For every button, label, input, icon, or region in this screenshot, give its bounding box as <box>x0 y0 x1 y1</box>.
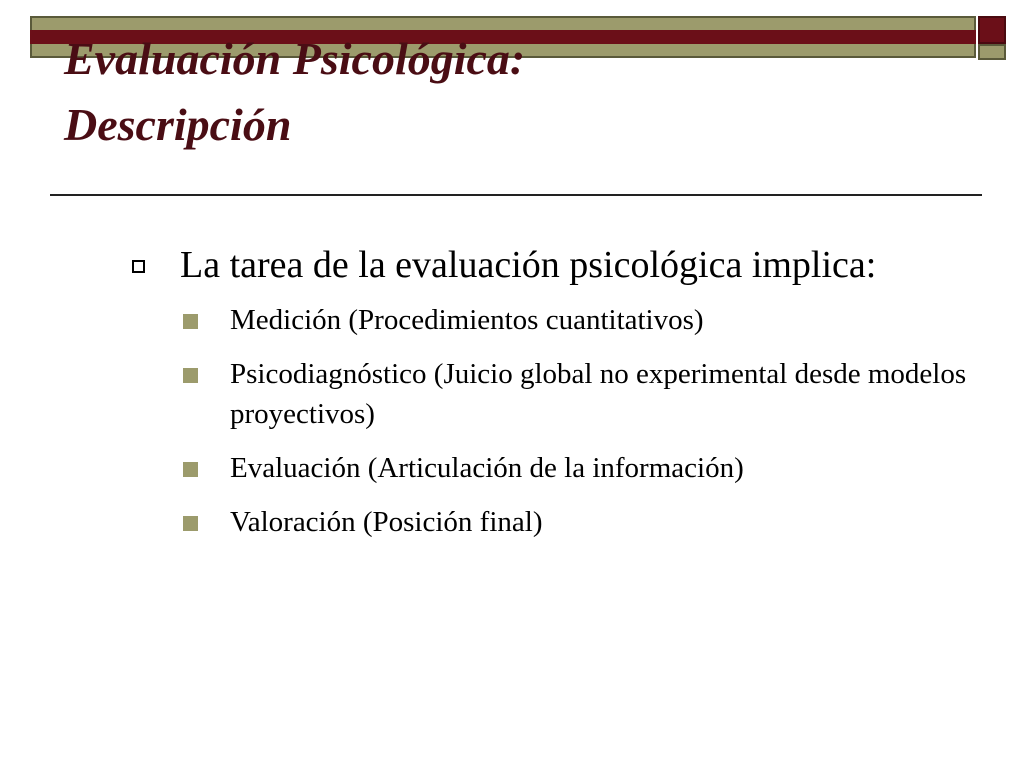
sub-bullet-text: Medición (Procedimientos cuantitativos) <box>230 304 704 336</box>
sub-bullet-text: Evaluación (Articulación de la información) <box>230 452 744 484</box>
filled-square-icon <box>183 516 198 531</box>
title-line-2: Descripción <box>64 99 292 150</box>
title-divider <box>50 194 982 196</box>
sub-bullet-list <box>130 300 970 542</box>
sub-bullet-item <box>180 354 970 434</box>
corner-maroon-square <box>978 16 1006 44</box>
sub-bullet-text: Psicodiagnóstico (Juicio global no experimental desde modelos proyectivos) <box>230 358 967 430</box>
corner-olive-square <box>978 44 1006 60</box>
sub-bullet-item <box>180 300 970 340</box>
slide-content <box>130 240 970 556</box>
sub-bullet-text: Valoración (Posición final) <box>230 506 543 538</box>
filled-square-icon <box>183 368 198 383</box>
title-line-1: Evaluación Psicológica: <box>64 33 526 84</box>
filled-square-icon <box>183 314 198 329</box>
sub-bullet-item <box>180 448 970 488</box>
hollow-square-icon <box>132 260 145 273</box>
filled-square-icon <box>183 462 198 477</box>
sub-bullet-item <box>180 502 970 542</box>
slide-title <box>64 26 964 158</box>
main-bullet-text: La tarea de la evaluación psicológica implica: <box>180 244 877 286</box>
main-bullet <box>130 240 970 290</box>
